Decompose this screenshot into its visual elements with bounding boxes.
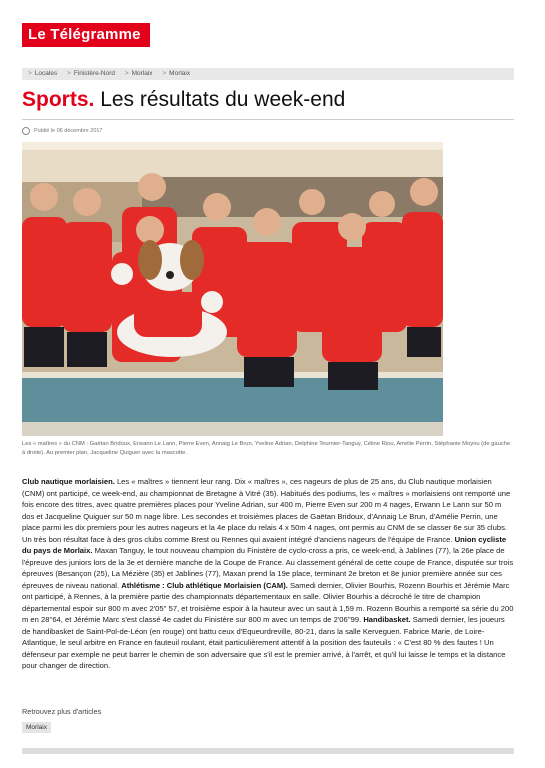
tag-morlaix[interactable]: Morlaix <box>22 722 51 733</box>
more-articles-label: Retrouvez plus d'articles <box>22 707 102 716</box>
section-heading: Athlétisme : Club athlétique Morlaisien (CAM). <box>121 580 288 590</box>
breadcrumb-separator: > <box>124 70 129 77</box>
section-text: Samedi dernier, les joueurs de handibasket de Saint-Pol-de-Léon (en rouge) ont battu ceux d'Equeurdreville, 80-21, dans la salle Kerveguen. Fabrice Marie, de Loire-Atlantique, le seul arbitre en France en fauteuil roulant, était particulièrement attentif à la position des fauteuils : « C'est 80 % des fautes ! Un défenseur par exemple ne peut barrer le chemin de son adversaire que s'il est le premier arrivé, à l'arrêt, et qu'il lui laisse le temps et la distance pour changer de direction. <box>22 615 506 670</box>
article-photo <box>22 142 443 436</box>
breadcrumb-separator: > <box>162 70 167 77</box>
breadcrumb-item[interactable]: Morlaix <box>169 70 191 77</box>
clock-icon <box>22 127 30 135</box>
section-text: Maxan Tanguy, le tout nouveau champion du Finistère de cyclo-cross a pris, ce week-end, à Jablines (77), la 26e place de l'épreuve des juniors lors de la 3e et dernière manche de la Coupe de France. Au classement général de cette coupe de France, disputée sur trois épreuves (Besançon (25), La Mézière (35) et Jablines (77), Maxan prend la 19e place, terminant 2e breton et 8e junior première année sur ces épreuves de niveau national. <box>22 546 514 590</box>
breadcrumb-separator: > <box>28 70 32 77</box>
article-kicker: Sports. <box>22 88 95 111</box>
article-body <box>22 476 514 672</box>
footer-bar <box>22 748 514 754</box>
breadcrumb-separator: > <box>67 70 71 77</box>
article-headline: Les résultats du week-end <box>100 88 346 111</box>
section-text: Les « maîtres » tiennent leur rang. Dix « maîtres », ces nageurs de plus de 25 ans, du Club nautique morlaisien (CNM) ont participé, ce week-end, au championnat de Bretagne à Vitré (35). Habitués des podiums, les « maîtres » morlaisiens ont remporté une fois encore des titres, avec quatre premières places pour Yveline Adrian, sur 400 m, Pierre Even sur 200 m 4 nages, Erwann Le Lann sur 50 m dos et Jacqueline Quiguer sur 50 m nage libre. Les secondes et troisièmes places de Gaëtan Bridoux, d'Annaig Le Brun, d'Amélie Perrin, une place parmi les dix premiers pour les autres nageurs et la 4e place du relais 4 x 50m 4 nages, ont permis au CNM de se classer 6e sur 35 clubs. Un très bon résultat face à des gros clubs comme Brest ou Rennes qui avaient intégré d'anciens nageurs de l'équipe de France. <box>22 477 511 544</box>
section-heading: Handibasket. <box>363 615 411 624</box>
photo-caption: Les « maîtres » du CNM : Gaëtan Bridoux, Erwann Le Lann, Pierre Even, Annaig Le Brun, Yveline Adrian, Delphine Teurnier-Tanguy, Céline Riou, Amélie Perrin, Stéphanie Moyou (de gauche à droite). Au premier plan, Jacqueline Quiguer avec la mascotte. <box>22 441 511 456</box>
publish-date <box>22 127 103 135</box>
breadcrumb-item[interactable]: Morlaix <box>131 70 153 77</box>
breadcrumb-item[interactable]: Locales <box>34 70 58 77</box>
title-divider <box>22 119 514 120</box>
site-logo[interactable]: Le Télégramme <box>22 23 150 47</box>
publish-date-text: Publié le 06 décembre 2017 <box>34 128 103 134</box>
section-heading: Club nautique morlaisien. <box>22 477 115 486</box>
section-heading: Union cycliste du pays de Morlaix. <box>22 534 507 555</box>
section-text: Samedi dernier, Olivier Bourhis, Rozenn Bourhis et Jérémie Marc ont participé, à Rennes, à la première partie des championnats départementaux en salle. Olivier Bourhis a décroché le titre de champion départemental espoir sur 800 m avec 2'05'' 57, et troisième espoir à la hauteur avec un saut à 1,59 m. Rozenn Bourhis a remporté sa série du 200 m en 28''64, et Jérémie Marc s'est classé 4e cadet du Finistère sur 800 m avec un temps de 2'06''99. <box>22 580 514 624</box>
breadcrumb-item[interactable]: Finistère-Nord <box>73 70 115 77</box>
breadcrumb <box>22 68 514 80</box>
article-title <box>22 88 345 112</box>
